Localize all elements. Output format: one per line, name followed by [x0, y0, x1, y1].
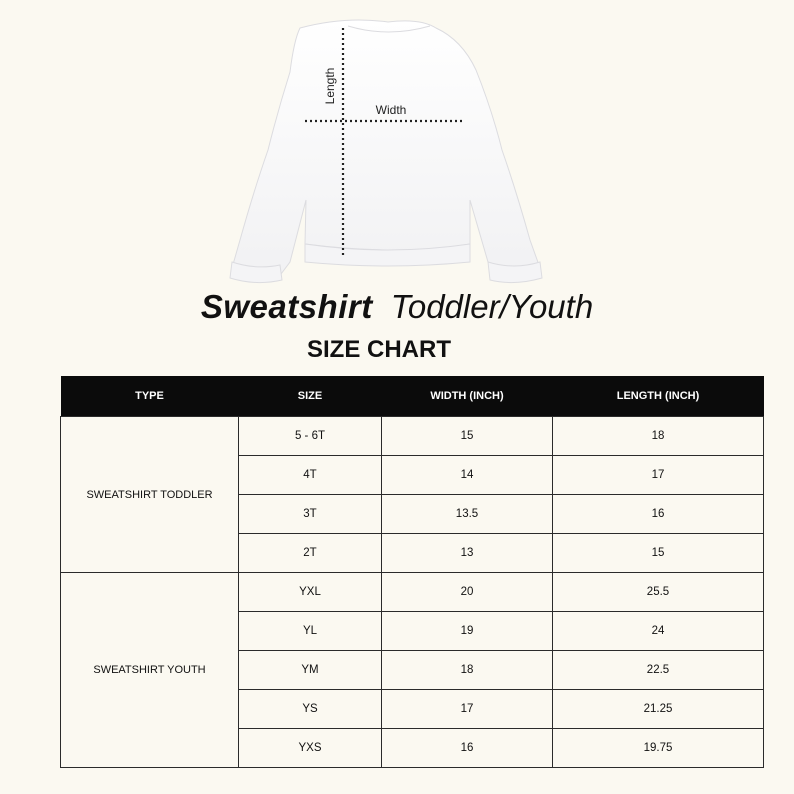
length-cell: 25.5	[553, 573, 764, 612]
header-width: WIDTH (INCH)	[382, 376, 553, 417]
size-cell: YXL	[239, 573, 382, 612]
length-label: Length	[323, 67, 337, 105]
table-header-row	[61, 376, 764, 417]
size-cell: 4T	[239, 456, 382, 495]
title-audience: Toddler/Youth	[390, 288, 594, 325]
width-cell: 13.5	[382, 495, 553, 534]
length-cell: 18	[553, 417, 764, 456]
size-cell: 5 - 6T	[239, 417, 382, 456]
width-cell: 16	[382, 729, 553, 768]
size-cell: YS	[239, 690, 382, 729]
width-cell: 15	[382, 417, 553, 456]
length-cell: 15	[553, 534, 764, 573]
table-row	[61, 573, 764, 612]
size-cell: YXS	[239, 729, 382, 768]
length-cell: 19.75	[553, 729, 764, 768]
width-cell: 17	[382, 690, 553, 729]
width-cell: 14	[382, 456, 553, 495]
page-title	[0, 288, 794, 326]
size-cell: YM	[239, 651, 382, 690]
title-product: Sweatshirt	[200, 288, 373, 325]
length-cell: 17	[553, 456, 764, 495]
size-cell: 2T	[239, 534, 382, 573]
width-cell: 18	[382, 651, 553, 690]
length-cell: 16	[553, 495, 764, 534]
width-cell: 19	[382, 612, 553, 651]
length-cell: 22.5	[553, 651, 764, 690]
header-length: LENGTH (INCH)	[553, 376, 764, 417]
width-label: Width	[375, 103, 407, 117]
size-chart-table	[60, 376, 764, 768]
type-cell-toddler: SWEATSHIRT TODDLER	[61, 417, 239, 573]
header-size: SIZE	[239, 376, 382, 417]
width-cell: 20	[382, 573, 553, 612]
table-row	[61, 417, 764, 456]
header-type: TYPE	[61, 376, 239, 417]
size-cell: 3T	[239, 495, 382, 534]
length-cell: 21.25	[553, 690, 764, 729]
width-cell: 13	[382, 534, 553, 573]
length-cell: 24	[553, 612, 764, 651]
size-chart-subtitle: SIZE CHART	[307, 336, 451, 363]
sweatshirt-image	[230, 20, 542, 283]
size-cell: YL	[239, 612, 382, 651]
sweatshirt-illustration	[0, 0, 794, 290]
type-cell-youth: SWEATSHIRT YOUTH	[61, 573, 239, 768]
